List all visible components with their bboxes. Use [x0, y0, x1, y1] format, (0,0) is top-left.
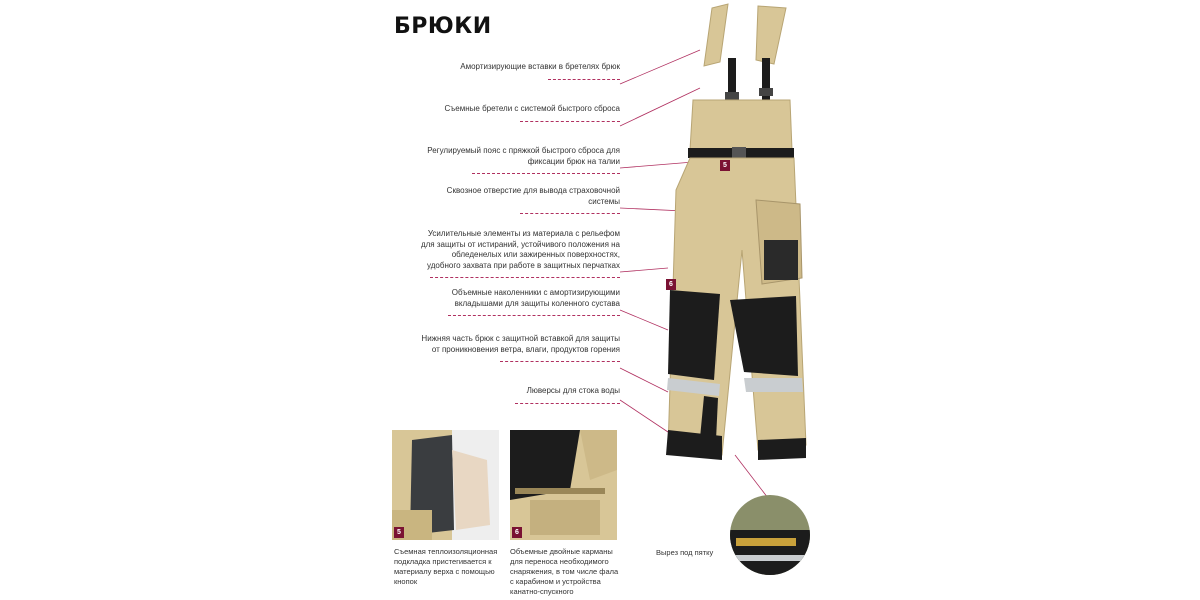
badge-pocket: 6 — [666, 279, 676, 290]
leader-line — [620, 88, 700, 126]
caption-pockets: Объемные двойные карманы для переноса необходимого снаряжения, в том числе фала с карабином и устройства канатно-спускного — [510, 547, 619, 596]
annotation-text: Сквозное отверстие для вывода страховочной системы — [446, 186, 620, 206]
detail-photo-pockets — [510, 430, 617, 540]
annotation-text: Объемные наколенники с амортизирующими вкладышами для защиты коленного сустава — [451, 288, 620, 308]
annotation-text: Люверсы для стока воды — [526, 386, 620, 395]
leader-line — [620, 268, 668, 272]
heel-detail-photo — [730, 495, 810, 575]
caption-lining: Съемная теплоизоляционная подкладка пристегивается к материалу верха с помощью кнопок — [394, 547, 498, 586]
badge-belt: 5 — [720, 160, 730, 171]
cuff-right — [758, 438, 806, 460]
leader-line — [735, 455, 768, 498]
bib — [690, 100, 792, 150]
annotation-text: Усилительные элементы из материала с рельефом для защиты от истираний, устойчивого положения на обледенелых или зажиренных поверхностях, удобного захвата при работе в защитных перчатках — [420, 229, 620, 270]
detail-photo-lining — [392, 430, 499, 540]
lining-image — [392, 430, 499, 540]
knee-pad-left — [668, 290, 720, 380]
badge-5: 5 — [394, 527, 404, 538]
reflective-stripe — [744, 378, 803, 392]
knee-pad-right — [730, 296, 798, 376]
annotation-text: Амортизирующие вставки в бретелях брюк — [460, 62, 620, 71]
leader-line — [620, 310, 668, 330]
annotation-text: Съемные бретели с системой быстрого сброса — [444, 104, 620, 113]
page-title: БРЮКИ — [394, 14, 492, 39]
badge-6: 6 — [512, 527, 522, 538]
leader-line — [620, 50, 700, 84]
annotation-text: Нижняя часть брюк с защитной вставкой для защиты от проникновения ветра, влаги, продуктов горения — [421, 334, 620, 354]
leader-line — [620, 368, 668, 392]
pockets-image — [510, 430, 617, 540]
belt-buckle — [732, 147, 746, 159]
annotation-text: Регулируемый пояс с пряжкой быстрого сброса для фиксации брюк на талии — [427, 146, 620, 166]
pocket-insert — [764, 240, 798, 280]
caption-heel: Вырез под пятку — [656, 548, 714, 557]
